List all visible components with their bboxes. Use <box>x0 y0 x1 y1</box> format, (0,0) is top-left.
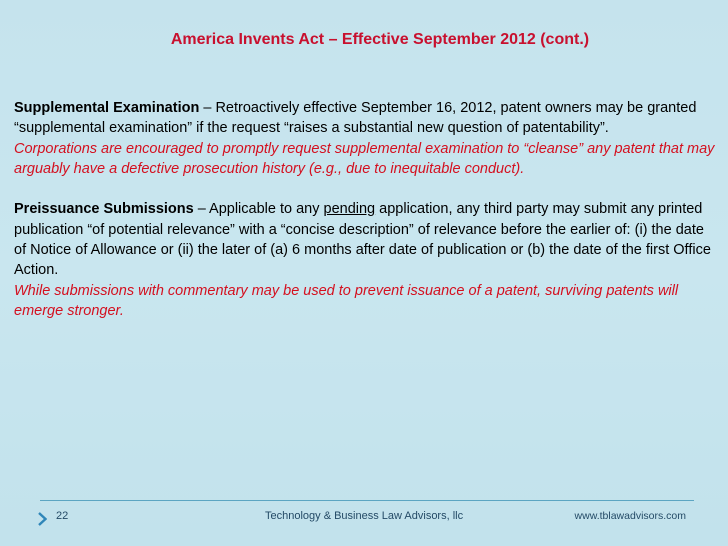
preissuance-emphasis: While submissions with commentary may be used to prevent issuance of a patent, surviving patents will emerge stronger. <box>14 282 679 319</box>
supplemental-heading: Supplemental Examination <box>14 100 200 116</box>
slide-title: America Invents Act – Effective September 2012 (cont.) <box>170 31 590 48</box>
supplemental-text: – Retroactively effective September 16, 2012, patent owners may be granted “supplemental examination” if the request “raises a substantial new question of patentability”. <box>14 100 697 137</box>
preissuance-underlined-word: pending <box>323 201 376 218</box>
paragraph-spacer <box>14 179 718 199</box>
preissuance-text-before: – Applicable to any <box>193 201 324 218</box>
page-number: 22 <box>56 510 69 522</box>
preissuance-heading: Preissuance Submissions <box>14 201 194 218</box>
footer-company: Technology & Business Law Advisors, llc <box>265 510 464 522</box>
slide-body <box>14 98 718 321</box>
footer-divider <box>40 500 694 501</box>
supplemental-emphasis: Corporations are encouraged to promptly request supplemental examination to “cleanse” any patent that may arguably have a defective prosecution history (e.g., due to inequitable conduct). <box>14 140 715 177</box>
footer-website: www.tblawadvisors.com <box>574 510 686 522</box>
chevron-right-icon <box>38 512 47 526</box>
preissuance-text-after: application, any third party may submit any printed publication “of potential relevance” with a “concise description” of relevance before the earlier of: (i) the date of Notice of Allowance or (ii) the later of (a) 6 months after date of publication or (b) the date of the first Office Action. <box>14 201 711 279</box>
supplemental-paragraph <box>14 98 718 139</box>
preissuance-paragraph <box>14 199 718 280</box>
